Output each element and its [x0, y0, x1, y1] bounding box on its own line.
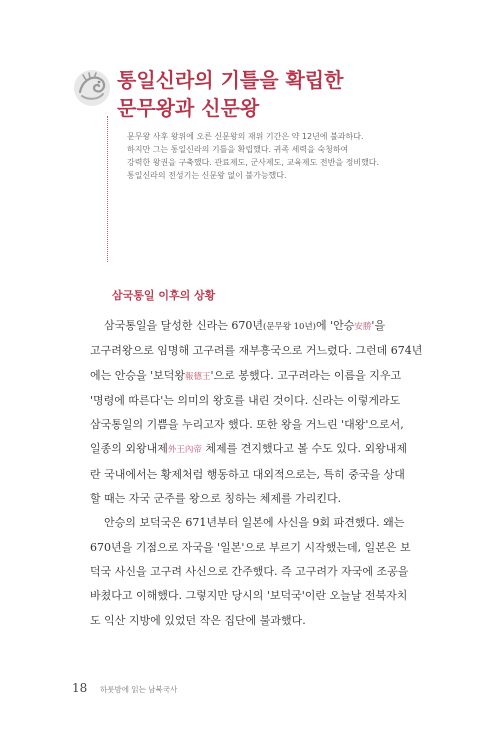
- title-line-2: 문무왕과 신문왕: [117, 96, 260, 120]
- body-line: 에는 안승을 '보덕왕報德王'으로 봉했다. 고구려라는 이름을 지우고: [90, 368, 402, 382]
- body-line: 란 국내에서는 황제처럼 행동하고 대외적으로는, 특히 중국을 상대: [90, 467, 405, 481]
- title-line-1: 통일신라의 기틀을 확립한: [117, 68, 344, 92]
- body-line: '명령에 따른다'는 의미의 왕호를 내린 것이다. 신라는 이렇게라도: [90, 393, 401, 407]
- body-line: 바쳤다고 이해했다. 그렇지만 당시의 '보덕국'이란 오늘날 전북자치: [90, 589, 408, 603]
- body-line: 할 때는 자국 군주를 왕으로 칭하는 체제를 가리킨다.: [90, 492, 342, 506]
- dragon-emblem-icon: [72, 68, 112, 108]
- summary-line: 하지만 그는 통일신라의 기틀을 확립했다. 귀족 세력을 숙청하여: [127, 145, 349, 154]
- body-line: 삼국통일을 달성한 신라는 670년(문무왕 10년)에 '안승安勝'을: [104, 319, 386, 332]
- body-line: 도 익산 지방에 있었던 작은 집단에 불과했다.: [90, 613, 306, 627]
- summary-line: 통일신라의 전성기는 신문왕 없이 불가능했다.: [127, 171, 287, 180]
- section-heading: 삼국통일 이후의 상황: [112, 289, 216, 302]
- summary-divider: [107, 116, 108, 262]
- chapter-summary: [127, 130, 427, 182]
- page-number: 18: [72, 681, 88, 695]
- running-footer-title: 하룻밤에 읽는 남북국사: [100, 685, 178, 694]
- body-line: 덕국 사신을 고구려 사신으로 간주했다. 즉 고구려가 자국에 조공을: [90, 564, 409, 578]
- body-line: 안승의 보덕국은 671년부터 일본에 사신을 9회 파견했다. 왜는: [104, 516, 405, 530]
- body-line: 고구려왕으로 임명해 고구려를 재부흥국으로 거느렸다. 그런데 674년: [90, 344, 423, 358]
- body-text: [90, 314, 423, 633]
- summary-line: 문무왕 사후 왕위에 오른 신문왕의 재위 기간은 약 12년에 불과하다.: [127, 132, 364, 141]
- body-line: 670년을 기점으로 자국을 '일본'으로 부르기 시작했는데, 일본은 보: [90, 540, 411, 554]
- body-line: 삼국통일의 기쁨을 누리고자 했다. 또한 왕을 거느린 '대왕'으로서,: [90, 418, 404, 432]
- summary-line: 강력한 왕권을 구축했다. 관료제도, 군사제도, 교육제도 전반을 정비했다.: [127, 158, 380, 167]
- body-line: 일종의 외왕내제外王內帝 체제를 견지했다고 볼 수도 있다. 외왕내제: [90, 442, 408, 456]
- page-title: [117, 66, 447, 122]
